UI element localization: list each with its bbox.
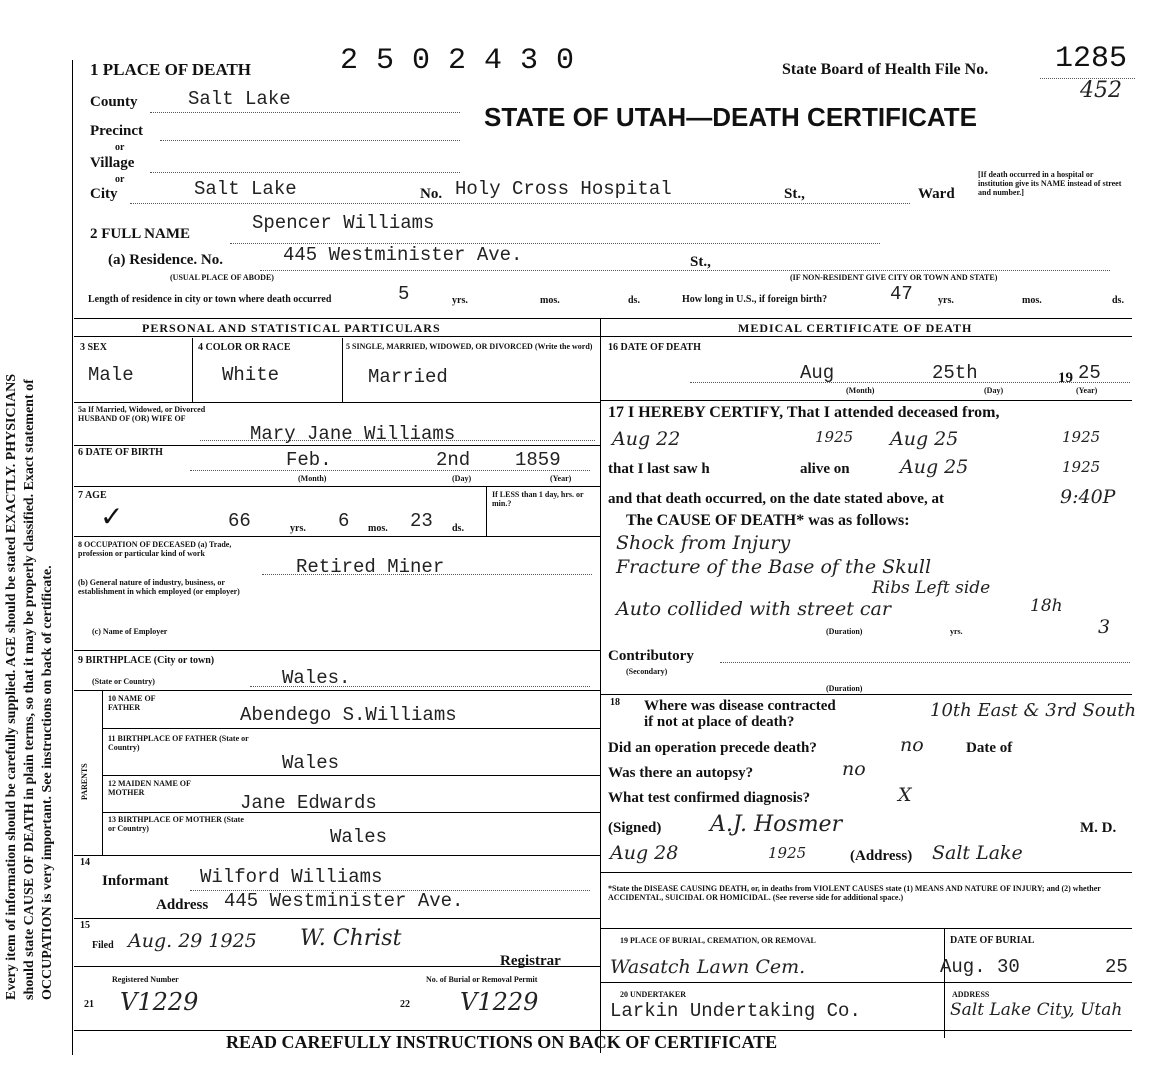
cause-line-3: Ribs Left side [872,578,991,598]
item-14-number: 14 [80,857,90,868]
sex-color-divider [192,338,193,402]
burial-place-label: 19 PLACE OF BURIAL, CREMATION, OR REMOVAL [620,936,816,945]
residence-value: 445 Westminister Ave. [283,244,523,266]
item-22-number: 22 [400,999,410,1010]
burial-year: 25 [1105,956,1128,978]
instructions-footer: READ CAREFULLY INSTRUCTIONS ON BACK OF CERTIFICATE [226,1032,778,1052]
alive-on-text: alive on [800,461,850,477]
county-label: County [90,94,138,110]
death-year-prefix: 19 [1058,370,1073,386]
occupation-label: 8 OCCUPATION OF DECEASED (a) Trade, profession or particular kind of work [78,540,232,558]
color-value: White [222,364,280,386]
physician-signature: A.J. Hosmer [710,812,843,837]
medical-heading: MEDICAL CERTIFICATE OF DEATH [738,321,973,335]
length-residence-label: Length of residence in city or town where death occurred [88,294,332,305]
undertaker-address-value: Salt Lake City, Utah [950,1000,1123,1020]
dob-month-caption: (Month) [298,474,327,483]
test-value: X [898,784,912,806]
cause-footnote: *State the DISEASE CAUSING DEATH, or, in deaths from VIOLENT CAUSES state (1) MEANS AND NATURE OF INJURY; and (2) whether ACCIDENTAL, SUICIDAL OR HOMICIDAL. (See reverse side for additional space.) [608,884,1101,902]
side-note-line3: OCCUPATION is very important. See instructions on back of certificate. [40,565,55,1000]
duration-caption-2: (Duration) [826,684,863,693]
cause-line-2: Fracture of the Base of the Skull [616,556,932,578]
father-label: 10 NAME OF FATHER [108,694,156,712]
medical-divider-4 [600,928,1132,929]
employer-label: (c) Name of Employer [92,627,168,636]
bottom-rule [74,1030,1132,1031]
age-yrs-caption: yrs. [290,523,306,534]
registered-number-label: Registered Number [112,975,179,984]
row-divider-3 [74,486,600,487]
where-contracted-label-2: if not at place of death? [644,714,795,730]
mother-label: 12 MAIDEN NAME OF MOTHER [108,779,191,797]
informant-address-value: 445 Westminister Ave. [224,890,464,912]
dob-day: 2nd [436,449,471,471]
residence-line [260,270,1110,271]
contributory-line [720,662,1130,663]
registrar-label: Registrar [500,953,561,969]
birthplace-value: Wales. [282,667,351,689]
age-months: 6 [338,510,350,532]
signed-date: Aug 28 [610,842,679,864]
row-divider-6 [74,690,600,691]
yrs2-caption: yrs. [938,295,954,306]
center-divider [600,318,601,1053]
age-ds-caption: ds. [452,523,464,534]
spouse-value: Mary Jane Williams [250,423,456,445]
cause-line-1: Shock from Injury [616,532,791,554]
ds-caption: ds. [628,295,640,306]
board-file-label: State Board of Health File No. [782,61,989,78]
informant-label: Informant [102,873,169,889]
birthplace-state-label: (State or Country) [92,677,155,686]
medical-divider-1 [600,400,1132,401]
burial-date-value: Aug. 30 [940,956,1020,978]
dob-year-caption: (Year) [550,474,572,483]
burial-date-label: DATE OF BURIAL [950,935,1035,946]
medical-divider-2 [600,694,1132,695]
residence-label: (a) Residence. No. [108,252,223,268]
death-year-caption: (Year) [1076,386,1098,395]
ds2-caption: ds. [1112,295,1124,306]
attended-to-year: 1925 [1062,428,1101,446]
us-residence-label: How long in U.S., if foreign birth? [682,294,828,305]
occupation-value: Retired Miner [296,556,445,578]
age-check-mark: ✓ [100,502,124,533]
length-residence-value: 5 [398,283,410,305]
sex-label: 3 SEX [80,342,107,353]
operation-value: no [900,734,924,756]
filed-label: Filed [92,940,114,951]
permit-label: No. of Burial or Removal Permit [426,975,538,984]
us-residence-value: 47 [890,283,913,305]
death-day-caption: (Day) [984,386,1004,395]
death-time: 9:40P [1060,486,1116,508]
age-label: 7 AGE [78,490,107,501]
spouse-label: 5a If Married, Widowed, or Divorced HUSBAND OF (OR) WIFE OF [78,405,206,423]
duration-caption: (Duration) [826,627,863,636]
personal-heading: PERSONAL AND STATISTICAL PARTICULARS [142,321,441,335]
row-divider-7 [74,855,600,856]
birthplace-label: 9 BIRTHPLACE (City or town) [78,655,215,666]
undertaker-value: Larkin Undertaking Co. [610,1000,861,1022]
item-15-number: 15 [80,920,90,931]
age-mos-caption: mos. [368,523,388,534]
heading-underline [74,336,1132,337]
full-name-label: 2 FULL NAME [90,226,191,242]
certificate-title: STATE OF UTAH—DEATH CERTIFICATE [484,102,977,132]
ward-note: [If death occurred in a hospital or institution give its NAME instead of street and number.] [978,170,1122,197]
father-birthplace-value: Wales [282,752,340,774]
informant-value: Wilford Williams [200,866,383,888]
row-divider-2 [74,445,600,446]
board-file-extra: 452 [1080,78,1122,103]
non-resident-note: (IF NON-RESIDENT GIVE CITY OR TOWN AND STATE) [790,273,998,282]
death-year: 25 [1078,362,1101,384]
or-label-2: or [115,174,125,185]
dob-day-caption: (Day) [452,474,472,483]
age-less-divider [486,486,487,536]
last-saw-text: that I last saw h [608,461,710,477]
item-18-number: 18 [610,697,620,708]
side-note-line2: should state CAUSE OF DEATH in plain terms, so that it may be properly classified. Exact statement of [22,379,37,1000]
form-left-border [72,60,73,1055]
last-saw-year: 1925 [1062,458,1101,476]
registered-number-value: V1229 [120,988,199,1016]
contributory-label: Contributory [608,648,694,664]
undertaker-label: 20 UNDERTAKER [620,990,687,999]
color-label: 4 COLOR OR RACE [198,342,291,353]
mos-caption: mos. [540,295,560,306]
death-month: Aug [800,362,835,384]
less-than-label: If LESS than 1 day, hrs. or min.? [492,490,584,508]
md-label: M. D. [1080,820,1117,836]
city-line [130,203,910,204]
date-of-label: Date of [966,740,1013,756]
duration-days: 3 [1098,616,1111,638]
village-label: Village [90,155,135,171]
signed-year: 1925 [768,844,807,862]
date-of-death-label: 16 DATE OF DEATH [608,342,701,353]
occupation-industry-label: (b) General nature of industry, business, or establishment in which employed (or employer) [78,578,240,596]
parents-divider [102,690,103,855]
village-line [150,172,460,173]
filed-value: Aug. 29 1925 [128,930,257,952]
parents-label: PARENTS [80,763,89,800]
or-label-1: or [115,142,125,153]
dob-label: 6 DATE OF BIRTH [78,447,163,458]
where-contracted-label-1: Where was disease contracted [644,698,836,714]
secondary-caption: (Secondary) [626,667,668,676]
mother-value: Jane Edwards [240,792,377,814]
autopsy-value: no [842,758,866,780]
duration-yrs-caption: yrs. [950,627,963,636]
death-day: 25th [932,362,978,384]
mother-birthplace-label: 13 BIRTHPLACE OF MOTHER (State or Country) [108,815,244,833]
marital-label: 5 SINGLE, MARRIED, WIDOWED, OR DIVORCED (Write the word) [346,342,593,351]
duration-value: 18h [1030,596,1063,616]
yrs-caption: yrs. [452,295,468,306]
marital-value: Married [368,366,448,388]
city-label: City [90,186,118,202]
age-years: 66 [228,510,251,532]
ward-label: Ward [918,186,955,202]
father-birthplace-label: 11 BIRTHPLACE OF FATHER (State or Country) [108,734,249,752]
color-marital-divider [342,338,343,402]
age-days: 23 [410,510,433,532]
county-value: Salt Lake [188,88,291,110]
hospital-value: Holy Cross Hospital [455,178,672,200]
occurred-text: and that death occurred, on the date stated above, at [608,491,944,507]
certificate-number: 2 5 0 2 4 3 0 [340,44,575,78]
father-value: Abendego S.Williams [240,704,457,726]
section-divider [74,318,1132,319]
test-label: What test confirmed diagnosis? [608,790,811,806]
full-name-value: Spencer Williams [252,212,435,234]
dob-month: Feb. [286,449,332,471]
no-label: No. [420,186,443,202]
burial-place-value: Wasatch Lawn Cem. [610,956,806,978]
mother-birthplace-value: Wales [330,826,388,848]
attended-from-year: 1925 [815,428,854,446]
county-line [150,112,460,113]
operation-label: Did an operation precede death? [608,740,817,756]
row-divider-9 [74,966,600,967]
usual-place-note: (USUAL PLACE OF ABODE) [170,273,274,282]
medical-divider-3 [600,872,1132,873]
physician-address-value: Salt Lake [932,842,1023,864]
where-contracted-value: 10th East & 3rd South [930,700,1137,721]
informant-address-label: Address [156,897,209,913]
parents-row-divider-3 [102,812,600,813]
autopsy-label: Was there an autopsy? [608,765,754,781]
city-value: Salt Lake [194,178,297,200]
undertaker-address-label: ADDRESS [952,990,990,999]
row-divider-8 [74,918,600,919]
attended-to: Aug 25 [890,428,959,450]
street-label: St., [784,186,805,202]
cause-line-4: Auto collided with street car [616,598,891,620]
attended-from: Aug 22 [612,428,681,450]
parents-row-divider-1 [102,728,600,729]
row-divider-1 [74,402,600,403]
sex-value: Male [88,364,134,386]
certify-text: 17 I HEREBY CERTIFY, That I attended deceased from, [608,404,1000,421]
death-month-caption: (Month) [846,386,875,395]
burial-divider [944,928,945,1038]
signed-label: (Signed) [608,820,662,836]
precinct-label: Precinct [90,123,144,139]
board-file-number: 1285 [1055,42,1128,76]
precinct-line [160,140,460,141]
mos2-caption: mos. [1022,295,1042,306]
place-of-death-label: 1 PLACE OF DEATH [90,60,252,79]
registrar-signature: W. Christ [300,926,402,951]
cause-label: The CAUSE OF DEATH* was as follows: [626,512,910,529]
residence-st-label: St., [690,254,711,270]
physician-address-label: (Address) [850,848,913,864]
parents-row-divider-2 [102,775,600,776]
row-divider-5 [74,650,600,651]
last-saw-value: Aug 25 [900,456,969,478]
item-21-number: 21 [84,999,94,1010]
permit-number-value: V1229 [460,988,539,1016]
dob-year: 1859 [515,449,561,471]
row-divider-4 [74,536,600,537]
medical-divider-5 [600,982,1132,983]
side-note-line1: Every item of information should be carefully supplied. AGE should be stated EXACTLY. PHYSICIANS [4,373,19,1000]
